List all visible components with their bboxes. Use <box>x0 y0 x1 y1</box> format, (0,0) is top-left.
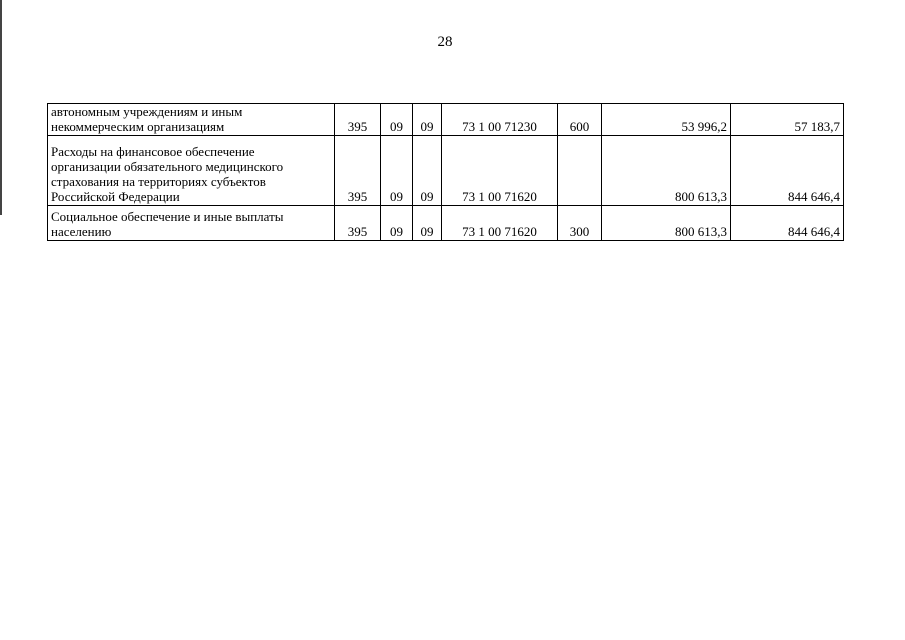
section-cell: 09 <box>381 136 413 206</box>
target-article-cell: 73 1 00 71620 <box>442 206 558 241</box>
amount-year1-cell: 53 996,2 <box>602 104 731 136</box>
expense-name-line: организации обязательного медицинского <box>51 159 284 174</box>
table-row <box>48 136 844 206</box>
subsection-cell: 09 <box>413 206 442 241</box>
section-cell: 09 <box>381 104 413 136</box>
expense-type-cell: 300 <box>558 206 602 241</box>
target-article-cell: 73 1 00 71620 <box>442 136 558 206</box>
subsection-cell: 09 <box>413 136 442 206</box>
expense-name-cell <box>48 104 335 136</box>
budget-table <box>47 103 844 241</box>
expense-name-line: страхования на территориях субъектов <box>51 174 266 189</box>
expense-name-line: Российской Федерации <box>51 189 180 204</box>
page-number: 28 <box>437 34 453 50</box>
expense-type-cell: 600 <box>558 104 602 136</box>
expense-name-line: некоммерческим организациям <box>51 119 225 134</box>
amount-year2-cell: 844 646,4 <box>731 136 844 206</box>
target-article-cell: 73 1 00 71230 <box>442 104 558 136</box>
expense-name-line: Расходы на финансовое обеспечение <box>51 144 255 159</box>
amount-year1-cell: 800 613,3 <box>602 136 731 206</box>
expense-name-cell <box>48 136 335 206</box>
table-row <box>48 104 844 136</box>
expense-name-line: Социальное обеспечение и иные выплаты <box>51 209 284 224</box>
expense-type-cell <box>558 136 602 206</box>
ministry-code-cell: 395 <box>335 136 381 206</box>
subsection-cell: 09 <box>413 104 442 136</box>
ministry-code-cell: 395 <box>335 206 381 241</box>
amount-year2-cell: 844 646,4 <box>731 206 844 241</box>
amount-year1-cell: 800 613,3 <box>602 206 731 241</box>
table-row <box>48 206 844 241</box>
ministry-code-cell: 395 <box>335 104 381 136</box>
expense-name-cell <box>48 206 335 241</box>
amount-year2-cell: 57 183,7 <box>731 104 844 136</box>
expense-name-line: автономным учреждениям и иным <box>51 104 243 119</box>
section-cell: 09 <box>381 206 413 241</box>
expense-name-line: населению <box>51 224 112 239</box>
